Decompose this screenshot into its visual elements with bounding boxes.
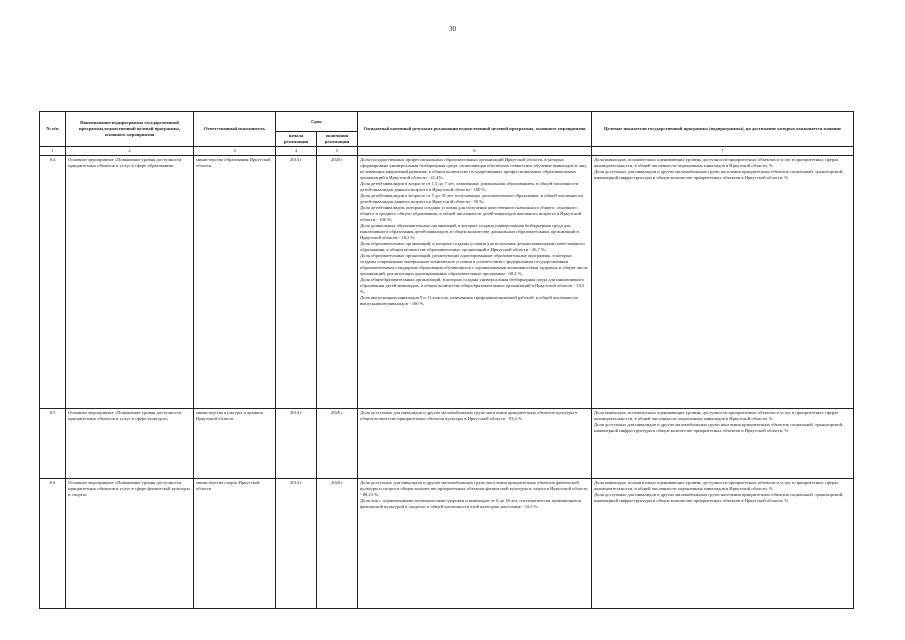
table-row [40, 479, 854, 609]
program-table [39, 111, 854, 609]
row-result: Доля государственных профессиональных образовательных организаций Иркутской области, в которых сформирована универсальная безбарьерная среда, позволяющая обеспечить совместное обучение инвалидов и лиц, не имеющих нарушений развития, в общем количестве государственных профессиональных образовательных организаций в Иркутской области - 41,4%; Доля детей-инвалидов в возрасте от 1,5 до 7 лет, охваченных дошкольным образованием, в общей численности детей-инвалидов данного возраста в Иркутской области - 100 %; Доля детей-инвалидов в возрасте от 5 до 18 лет, получающих дополнительное образование, в общей численности детей-инвалидов данного возраста в Иркутской области - 50 %; Доля детей-инвалидов, которым созданы условия для получения качественного начального общего, основного общего и среднего общего образования, в общей численности детей-инвалидов школьного возраста в Иркутской области - 100 %; Доля дошкольных образовательных организаций, в которых создана универсальная безбарьерная среда для инклюзивного образования детей-инвалидов, в общем количестве дошкольных образовательных организаций в Иркутской области - 18,3 %; Доля образовательных организаций, в которых созданы условия для получения детьми-инвалидами качественного образования, в общем количестве образовательных организаций в Иркутской области - 26,7 %; Доля образовательных организаций, реализующих адаптированные образовательные программы, в которых созданы современные материально-технические условия в соответствии с федеральным государственным образовательным стандартом образования обучающихся с ограниченными возможностями здоровья, в общем числе организаций, реализующих адаптированные образовательные программы - 60,4 %; Доля общеобразовательных организаций, в которых создана универсальная безбарьерная среда для инклюзивного образования детей-инвалидов, в общем количестве общеобразовательных организаций в Иркутской области - 33,5 %; Доля выпускников-инвалидов 9 и 11 классов, охваченных профориентационной работой, в общей численности выпускников-инвалидов - 100 % [358, 156, 592, 409]
column-numbers-row [40, 147, 854, 156]
row-name: Основное мероприятие «Повышение уровня доступности приоритетных объектов и услуг в сфере физической культуры и спорта» [66, 479, 194, 609]
col-number: 7 [592, 147, 854, 156]
table-row [40, 409, 854, 479]
page-number: 30 [449, 25, 456, 33]
col-number: 1 [40, 147, 66, 156]
row-start: 2014 г [276, 479, 317, 609]
row-end: 2020 г [317, 409, 358, 479]
row-name: Основное мероприятие «Повышение уровня доступности приоритетных объектов и услуг в сфере культуры» [66, 409, 194, 479]
header-end: окончания реализации [317, 132, 358, 147]
row-result: Доля доступных для инвалидов и других маломобильных групп населения приоритетных объектов культуры в общем количестве приоритетных объектов культуры в Иркутской области - 93,2 % [358, 409, 592, 479]
row-end: 2020 г [317, 156, 358, 409]
row-num: 8.5 [40, 409, 66, 479]
row-executor: министерство спорта Иркутской области [194, 479, 276, 609]
col-number: 3 [194, 147, 276, 156]
col-number: 6 [358, 147, 592, 156]
row-num: 8.4 [40, 156, 66, 409]
row-name: Основное мероприятие «Повышение уровня доступности приоритетных объектов и услуг в сфере образования» [66, 156, 194, 409]
row-indicators: Доля инвалидов, положительно оценивающих уровень доступности приоритетных объектов и услуг в приоритетных сферах жизнедеятельности, в общей численности опрошенных инвалидов в Иркутской области, % Доля доступных для инвалидов и других маломобильных групп населения приоритетных объектов социальной, транспортной, инженерной инфраструктуры в общем количестве приоритетных объектов в Иркутской области, % [592, 156, 854, 409]
table-row [40, 156, 854, 409]
row-executor: министерство образования Иркутской области [194, 156, 276, 409]
header-indicators: Целевые показатели государственной программы (подпрограммы), на достижение которых оказывается влияние [592, 112, 854, 147]
row-result: Доля доступных для инвалидов и других маломобильных групп населения приоритетных объектов физической культуры и спорта в общем количестве приоритетных объектов физической культуры и спорта в Иркутской области - 88,23 %; Доля лиц с ограниченными возможностями здоровья и инвалидов от 6 до 18 лет, систематически занимающихся физической культурой и спортом, в общей численности этой категории населения - 33,5 % [358, 479, 592, 609]
col-number: 4 [276, 147, 317, 156]
header-executor: Ответственный исполнитель [194, 112, 276, 147]
row-start: 2014 г [276, 409, 317, 479]
col-number: 5 [317, 147, 358, 156]
col-number: 2 [66, 147, 194, 156]
row-num: 8.6 [40, 479, 66, 609]
row-end: 2020 г [317, 479, 358, 609]
header-name: Наименование подпрограммы государственной программы,ведомственной целевой программы, основного мероприятия [66, 112, 194, 147]
row-executor: министерство культуры и архивов Иркутской области [194, 409, 276, 479]
header-start: начала реализации [276, 132, 317, 147]
row-start: 2014 г [276, 156, 317, 409]
row-indicators: Доля инвалидов, положительно оценивающих уровень доступности приоритетных объектов и услуг в приоритетных сферах жизнедеятельности, в общей численности опрошенных инвалидов в Иркутской области, % Доля доступных для инвалидов и других маломобильных групп населения приоритетных объектов социальной, транспортной, инженерной инфраструктуры в общем количестве приоритетных объектов в Иркутской области, % [592, 479, 854, 609]
row-indicators: Доля инвалидов, положительно оценивающих уровень доступности приоритетных объектов и услуг в приоритетных сферах жизнедеятельности, в общей численности опрошенных инвалидов в Иркутской области, % Доля доступных для инвалидов и других маломобильных групп населения приоритетных объектов социальной, транспортной, инженерной инфраструктуры в общем количестве приоритетных объектов в Иркутской области, % [592, 409, 854, 479]
header-term: Срок [276, 112, 358, 132]
header-num: № п/п [40, 112, 66, 147]
header-result: Ожидаемый конечный результат реализации ведомственной целевой программы, основного мероприятия [358, 112, 592, 147]
